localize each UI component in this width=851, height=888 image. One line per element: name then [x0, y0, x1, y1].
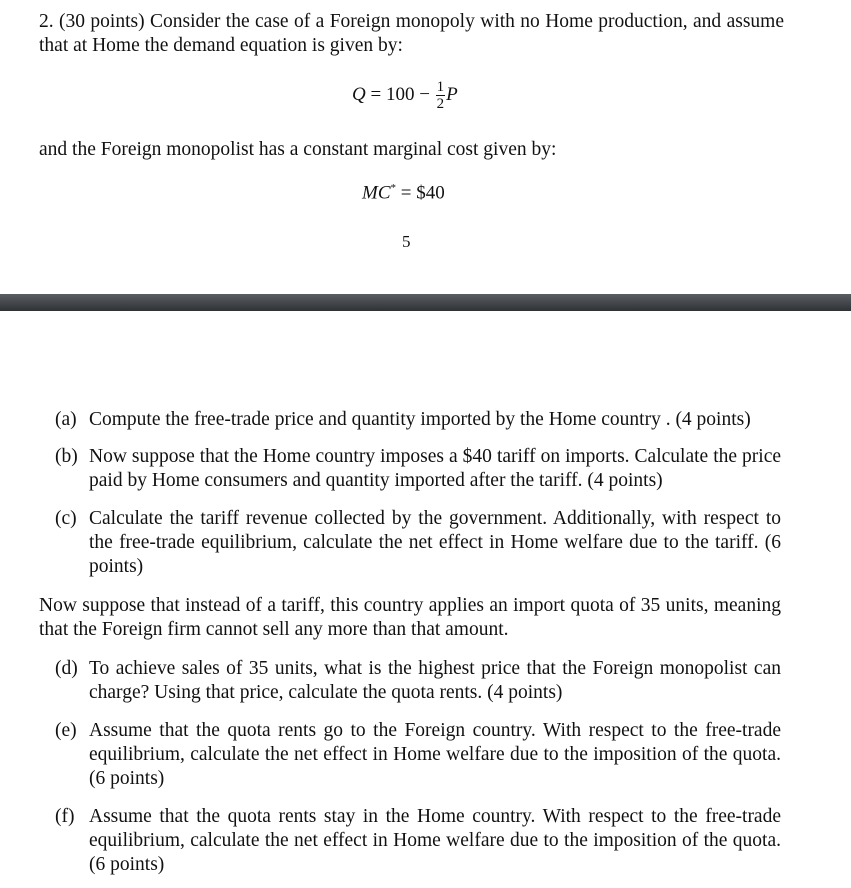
mc-eq-rhs: = $40	[396, 182, 445, 204]
item-label: (f)	[55, 806, 75, 827]
list-item-f	[55, 805, 781, 877]
item-text: Calculate the tariff revenue collected by the government. Additionally, with respect to the free-trade equilibrium, calculate the net effect in Home welfare due to the tariff. (6 points)	[89, 508, 781, 577]
page-divider	[0, 294, 851, 311]
demand-eq-fraction	[436, 79, 446, 112]
item-text: To achieve sales of 35 units, what is the highest price that the Foreign monopolist can charge? Using that price, calculate the quota rents. (4 points)	[89, 658, 781, 703]
demand-eq-op: = 100 −	[365, 83, 435, 105]
item-label: (e)	[55, 720, 77, 741]
fraction-denominator: 2	[436, 96, 445, 112]
mc-equation	[362, 182, 445, 204]
demand-equation	[352, 79, 458, 112]
item-text: Now suppose that the Home country imposes a $40 tariff on imports. Calculate the price paid by Home consumers and quantity imported after the tariff. (4 points)	[89, 446, 781, 491]
mc-eq-lhs: MC	[362, 182, 391, 204]
item-label: (c)	[55, 508, 77, 529]
item-text: Assume that the quota rents stay in the Home country. With respect to the free-trade equilibrium, calculate the net effect in Home welfare due to the imposition of the quota. (6 points)	[89, 806, 781, 875]
item-label: (a)	[55, 409, 77, 430]
question-intro: 2. (30 points) Consider the case of a Foreign monopoly with no Home production, and assume that at Home the demand equation is given by:	[39, 11, 784, 56]
item-label: (b)	[55, 446, 78, 467]
mc-eq-sup: *	[390, 182, 396, 194]
item-text: Assume that the quota rents go to the Foreign country. With respect to the free-trade equilibrium, calculate the net effect in Home welfare due to the imposition of the quota. (6 points)	[89, 720, 781, 789]
list-item-e	[55, 719, 781, 791]
quota-paragraph: Now suppose that instead of a tariff, this country applies an import quota of 35 units, meaning that the Foreign firm cannot sell any more than that amount.	[39, 595, 781, 640]
fraction-numerator: 1	[436, 79, 445, 95]
demand-eq-var: P	[446, 83, 458, 105]
item-text: Compute the free-trade price and quantity imported by the Home country . (4 points)	[89, 409, 751, 430]
list-item-b	[55, 445, 781, 493]
mc-intro: and the Foreign monopolist has a constant marginal cost given by:	[39, 139, 557, 160]
list-item-a	[55, 408, 781, 432]
item-label: (d)	[55, 658, 78, 679]
list-item-d	[55, 657, 781, 705]
demand-eq-lhs: Q	[352, 83, 366, 105]
page-number: 5	[402, 232, 411, 251]
list-item-c	[55, 507, 781, 579]
